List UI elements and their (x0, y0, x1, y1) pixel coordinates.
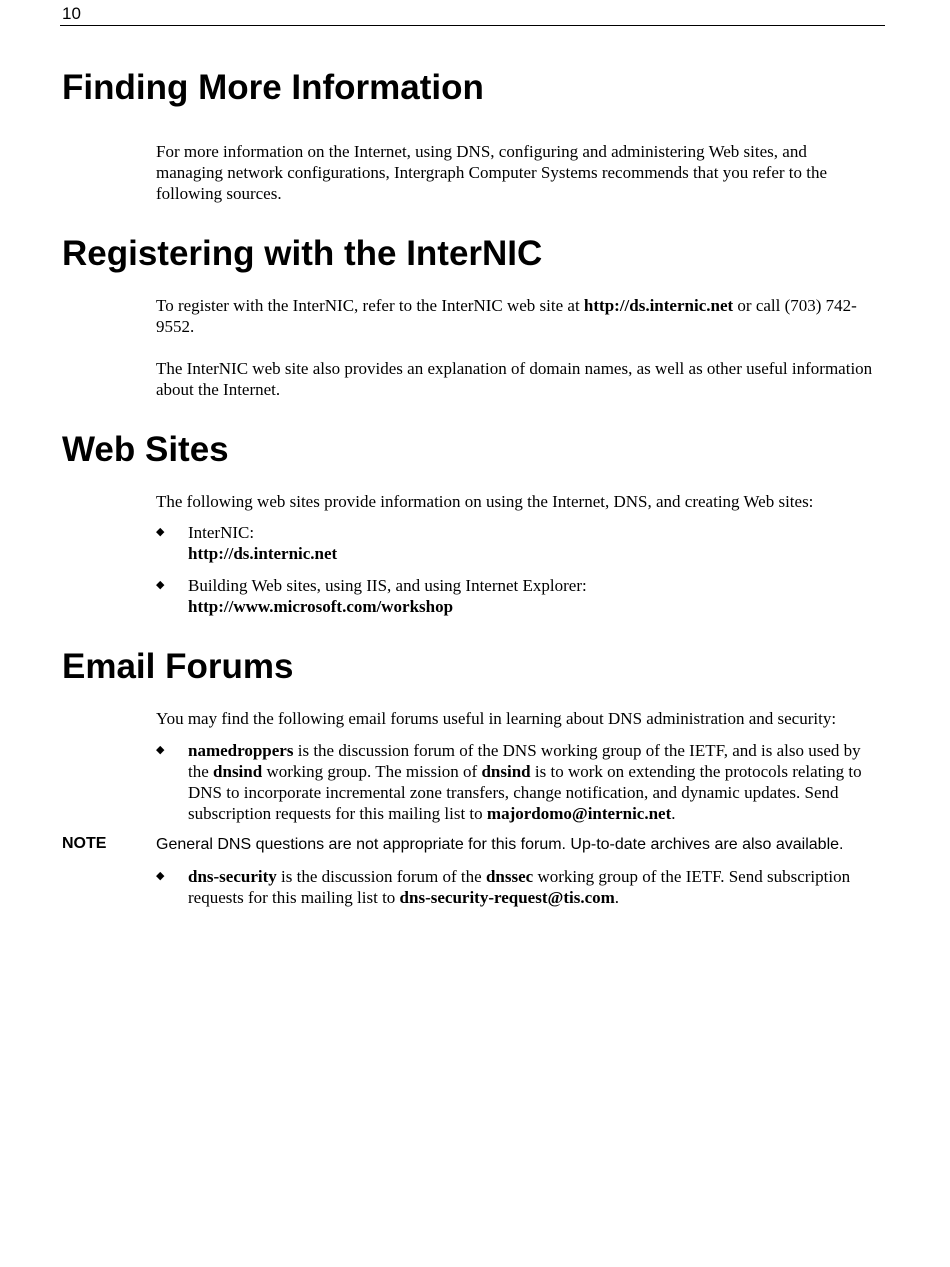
working-group-name: dnsind (481, 762, 531, 781)
bullet-diamond-icon: ◆ (156, 870, 165, 882)
heading-finding-more-information: Finding More Information (62, 68, 484, 107)
namedroppers-description (188, 740, 878, 824)
website-url-microsoft[interactable]: http://www.microsoft.com/workshop (188, 597, 454, 616)
email-address-majordomo[interactable]: majordomo@internic.net (486, 804, 672, 823)
internic-paragraph-1 (156, 295, 876, 337)
bullet-diamond-icon: ◆ (156, 579, 165, 591)
header-rule (60, 25, 885, 26)
bullet-diamond-icon: ◆ (156, 526, 165, 538)
text-run: is to work on extending the protocols relating to DNS to incorporate incremental zone transfers, change notification, and dynamic updates. Send subscription requests for this mailing list to (188, 762, 862, 823)
website-label: InterNIC: (188, 523, 255, 542)
internic-paragraph-2: The InterNIC web site also provides an explanation of domain names, as well as other useful information about the Internet. (156, 359, 873, 399)
page-number: 10 (62, 4, 81, 23)
text-run: . (671, 804, 676, 823)
text-run: working group of the IETF. Send subscription requests for this mailing list to (188, 867, 851, 907)
dns-security-description (188, 866, 878, 908)
heading-registering-internic: Registering with the InterNIC (62, 234, 543, 273)
text-run: is the discussion forum of the DNS working group of the IETF, and is also used by the (188, 741, 861, 781)
text-run: working group. The mission of (262, 762, 482, 781)
list-item (156, 575, 876, 619)
email-intro: You may find the following email forums useful in learning about DNS administration and security: (156, 709, 837, 728)
forum-name-namedroppers: namedroppers (188, 741, 294, 760)
heading-web-sites: Web Sites (62, 430, 229, 469)
bullet-diamond-icon: ◆ (156, 744, 165, 756)
website-label: Building Web sites, using IIS, and using Internet Explorer: (188, 576, 587, 595)
note-label: NOTE (62, 835, 107, 852)
working-group-name: dnsind (213, 762, 263, 781)
finding-paragraph: For more information on the Internet, using DNS, configuring and administering Web sites, and managing network configurations, Intergraph Computer Systems recommends that you refer to the following sources. (156, 142, 828, 203)
note-text: General DNS questions are not appropriate for this forum. Up-to-date archives are also available. (156, 836, 844, 853)
forum-name-dns-security: dns-security (188, 867, 277, 886)
list-item (156, 866, 876, 910)
websites-intro: The following web sites provide information on using the Internet, DNS, and creating Web sites: (156, 492, 814, 511)
list-item (156, 522, 876, 566)
email-address-dns-security[interactable]: dns-security-request@tis.com (399, 888, 615, 907)
internic-link[interactable]: http://ds.internic.net (583, 296, 734, 315)
text-run: . (614, 888, 620, 907)
website-url-internic[interactable]: http://ds.internic.net (188, 544, 338, 563)
internic-p1-phone: or call (703) 742-9552. (156, 296, 857, 336)
list-item (156, 740, 876, 825)
text-run: is the discussion forum of the (276, 867, 486, 886)
working-group-name: dnssec (485, 867, 534, 886)
heading-email-forums: Email Forums (62, 647, 294, 686)
internic-p1-text: To register with the InterNIC, refer to the InterNIC web site at (156, 296, 584, 315)
